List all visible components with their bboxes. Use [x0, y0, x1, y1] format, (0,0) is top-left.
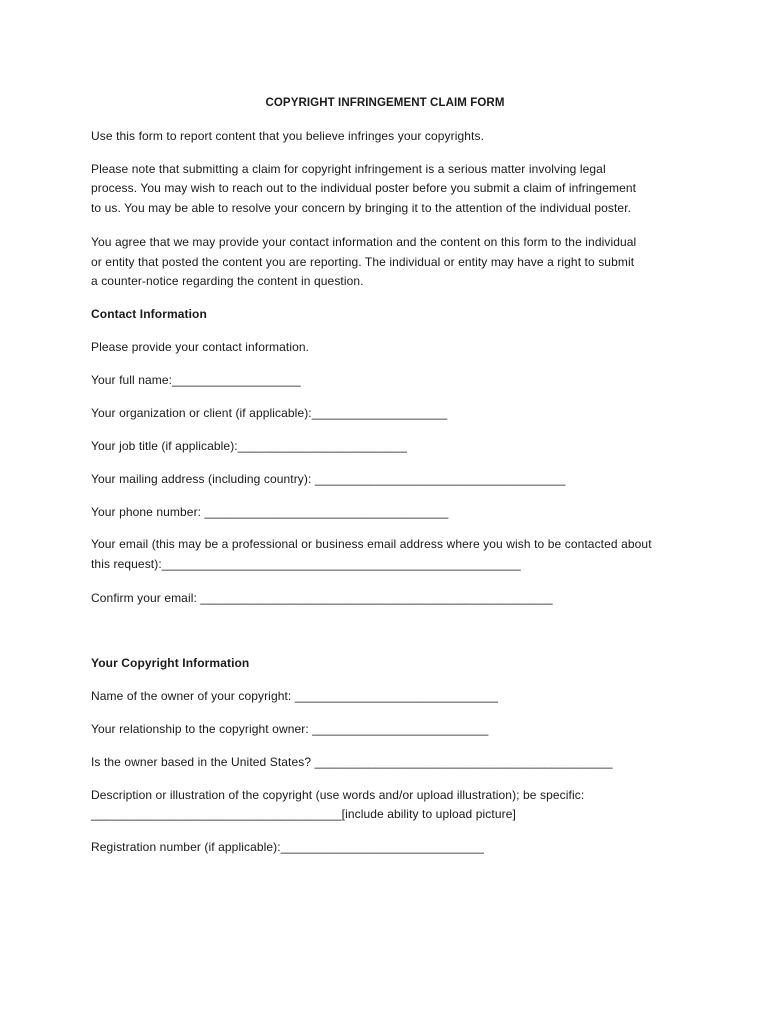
note-line-3: to us. You may be able to resolve your concern by bringing it to the attention of the individual poster.	[91, 201, 632, 215]
relationship-field[interactable]: Your relationship to the copyright owner: __________________________	[91, 722, 489, 736]
note-line-1: Please note that submitting a claim for copyright infringement is a serious matter involving legal	[91, 162, 606, 176]
form-title: COPYRIGHT INFRINGEMENT CLAIM FORM	[265, 97, 505, 109]
description-field[interactable]: _____________________________________[include ability to upload picture]	[91, 807, 516, 821]
phone-field[interactable]: Your phone number: ____________________________________	[91, 505, 449, 519]
registration-number-field[interactable]: Registration number (if applicable):______________________________	[91, 840, 484, 854]
contact-instruction: Please provide your contact information.	[91, 340, 310, 354]
description-label: Description or illustration of the copyright (use words and/or upload illustration); be specific:	[91, 788, 585, 802]
owner-name-field[interactable]: Name of the owner of your copyright: ______________________________	[91, 689, 499, 703]
job-title-field[interactable]: Your job title (if applicable):_________________________	[91, 439, 408, 453]
agree-line-3: a counter-notice regarding the content in question.	[91, 274, 364, 288]
full-name-field[interactable]: Your full name:___________________	[91, 373, 301, 387]
organization-field[interactable]: Your organization or client (if applicable):____________________	[91, 406, 448, 420]
confirm-email-field[interactable]: Confirm your email: ____________________________________________________	[91, 591, 553, 605]
agree-line-2: or entity that posted the content you are reporting. The individual or entity may have a right to submit	[91, 255, 635, 269]
mailing-address-field[interactable]: Your mailing address (including country): _____________________________________	[91, 472, 566, 486]
copyright-heading: Your Copyright Information	[91, 656, 250, 670]
agree-line-1: You agree that we may provide your contact information and the content on this form to the individual	[91, 235, 637, 249]
contact-heading: Contact Information	[91, 307, 207, 321]
intro-text: Use this form to report content that you believe infringes your copyrights.	[91, 129, 485, 143]
owner-based-us-field[interactable]: Is the owner based in the United States? ____________________________________________	[91, 755, 613, 769]
email-field[interactable]: this request):_____________________________________________________	[91, 557, 521, 571]
email-field-label: Your email (this may be a professional or business email address where you wish to be contacted about	[91, 537, 652, 551]
note-line-2: process. You may wish to reach out to the individual poster before you submit a claim of infringement	[91, 181, 637, 195]
